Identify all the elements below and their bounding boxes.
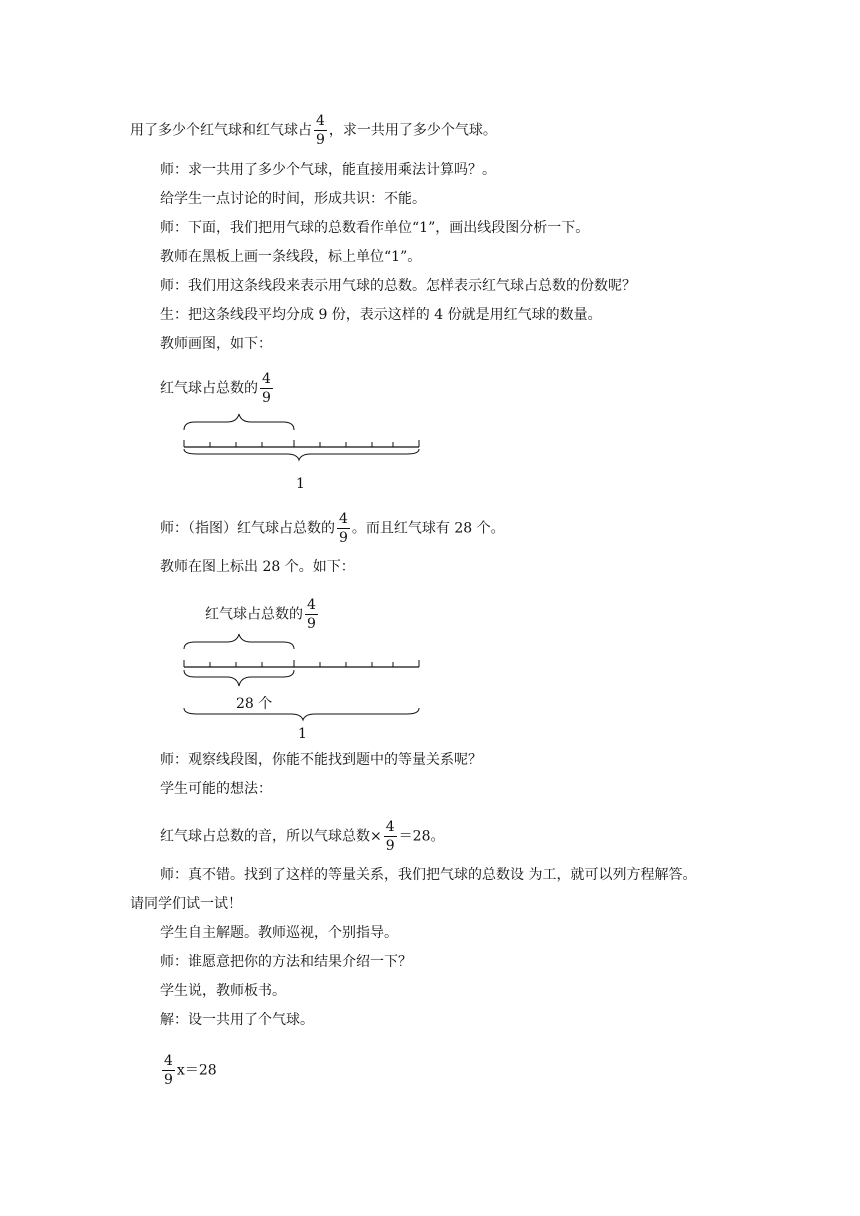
text-line: 师：我们用这条线段来表示用气球的总数。怎样表示红气球占总数的份数呢？ <box>160 278 636 294</box>
paragraph-pointing <box>160 512 505 545</box>
segment-diagram-2 <box>175 632 435 722</box>
text-line: 教师画图，如下： <box>160 336 272 352</box>
fraction <box>337 512 350 545</box>
equation-line <box>160 820 444 853</box>
label-text: 红气球占总数的 <box>160 380 258 397</box>
text-line: 学生自主解题。教师巡视，个别指导。 <box>160 925 398 941</box>
text-segment: 红气球占总数的音，所以气球总数× <box>160 828 382 845</box>
top-brace <box>184 414 294 430</box>
top-brace <box>184 634 294 649</box>
fraction-numerator: 4 <box>307 597 316 613</box>
text-segment: ＝28。 <box>398 828 445 845</box>
diagram1-label <box>160 372 275 405</box>
text-segment: 师：（指图）红气球占总数的 <box>160 520 335 537</box>
text-line: 师：下面，我们把用气球的总数看作单位“1”，画出线段图分析一下。 <box>160 220 590 236</box>
fraction <box>305 598 318 631</box>
fraction-numerator: 4 <box>316 113 325 129</box>
total-label: 1 <box>296 476 305 492</box>
text-line: 解：设一共用了个气球。 <box>160 1012 314 1028</box>
fraction-denominator: 9 <box>307 616 316 632</box>
fraction-denominator: 9 <box>385 838 395 854</box>
text-line: 教师在图上标出 28 个。如下： <box>160 559 355 575</box>
text-segment: x＝28 <box>176 1062 217 1079</box>
fraction-denominator: 9 <box>339 530 348 546</box>
text-segment: 用了多少个红气球和红气球占 <box>130 122 312 139</box>
fraction-numerator: 4 <box>339 511 348 527</box>
text-line: 师：求一共用了多少个气球，能直接用乘法计算吗？。 <box>160 162 496 178</box>
total-label: 1 <box>298 726 307 742</box>
fraction <box>260 372 273 405</box>
tick-marks <box>184 440 419 447</box>
fraction-denominator: 9 <box>164 1072 173 1088</box>
text-line: 给学生一点讨论的时间，形成共识：不能。 <box>160 191 426 207</box>
fraction-numerator: 4 <box>262 371 271 387</box>
text-line: 学生可能的想法： <box>160 781 272 797</box>
text-line: 生：把这条线段平均分成 9 份，表示这样的 4 份就是用红气球的数量。 <box>160 307 602 323</box>
paragraph-intro <box>130 114 497 147</box>
text-line: 师：谁愿意把你的方法和结果介绍一下？ <box>160 954 412 970</box>
text-line: 请同学们试一试！ <box>130 896 242 912</box>
count-label: 28 个 <box>236 696 273 712</box>
segment-diagram-1 <box>175 412 435 472</box>
fraction-denominator: 9 <box>316 132 325 148</box>
fraction <box>314 114 327 147</box>
text-segment: 。而且红气球有 28 个。 <box>351 520 505 537</box>
count-brace <box>184 670 294 686</box>
text-segment: ，求一共用了多少个气球。 <box>328 122 497 139</box>
diagram2-label <box>205 598 320 631</box>
tick-marks <box>184 660 419 667</box>
bottom-brace <box>184 708 419 720</box>
text-line: 师：真不错。找到了这样的等量关系，我们把气球的总数设 为工，就可以列方程解答。 <box>160 867 697 883</box>
final-equation <box>160 1054 217 1087</box>
bottom-brace <box>184 449 419 460</box>
label-text: 红气球占总数的 <box>205 606 303 623</box>
text-line: 教师在黑板上画一条线段，标上单位“1”。 <box>160 249 422 265</box>
text-line: 学生说，教师板书。 <box>160 983 286 999</box>
fraction-numerator: 4 <box>164 1053 173 1069</box>
fraction-numerator: 4 <box>385 819 395 835</box>
fraction <box>162 1054 175 1087</box>
fraction <box>384 820 397 853</box>
fraction-denominator: 9 <box>262 390 271 406</box>
text-line: 师：观察线段图，你能不能找到题中的等量关系呢？ <box>160 752 482 768</box>
